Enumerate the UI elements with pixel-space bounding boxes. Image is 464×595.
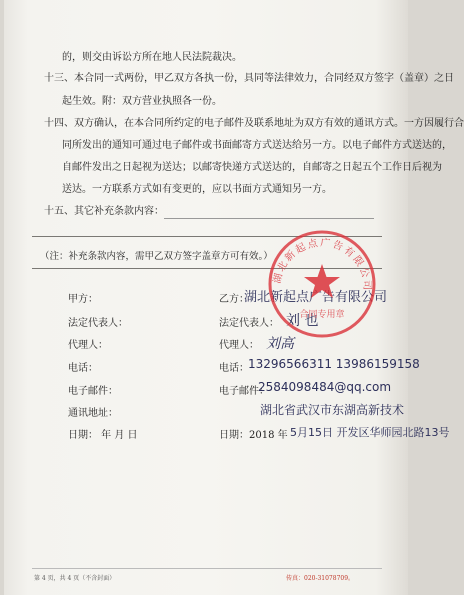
date-label-a: 日期： 年 月 日 [68, 430, 138, 441]
phone-handwritten: 13296566311 13986159158 [248, 357, 420, 371]
agent-label-b: 代理人： [219, 340, 259, 351]
phone-label-a: 电话： [68, 363, 98, 374]
clause-14-line-4: 送达。一方联系方式如有变更的，应以书面方式通知另一方。 [62, 184, 332, 195]
seal-ring-text: 湖北新起点广告有限公司 [271, 237, 373, 293]
company-seal [262, 224, 382, 348]
party-b-name-handwritten: 湖北新起点广告有限公司 [244, 290, 388, 305]
email-label-a: 电子邮件： [68, 386, 118, 397]
clause-15: 十五、其它补充条款内容： [44, 206, 164, 217]
address-handwritten: 湖北省武汉市东湖高新技术 [260, 403, 405, 417]
legal-rep-label-b: 法定代表人： [219, 318, 279, 329]
date-address-handwritten: 5月15日 开发区华师园北路13号 [290, 426, 450, 439]
clause-14-line-2: 同所发出的通知可通过电子邮件或书面邮寄方式送达给另一方。以电子邮件方式送达的， [62, 140, 452, 151]
phone-label-b: 电话： [219, 363, 249, 374]
clause-12-tail: 的，则交由诉讼方所在地人民法院裁决。 [62, 52, 242, 63]
legal-rep-signature: 刘 也 [286, 313, 319, 329]
seal-center-text: 合同专用章 [299, 310, 345, 320]
email-label-b: 电子邮件： [219, 386, 269, 397]
clause-13: 十三、本合同一式两份，甲乙双方各执一份，具同等法律效力，合同经双方签字（盖章）之日 [44, 73, 454, 84]
date-label-b: 日期：2018 年 [219, 430, 288, 441]
clause-14: 十四、双方确认，在本合同所约定的电子邮件及联系地址为双方有效的通讯方式。一方因履行合 [44, 118, 464, 129]
clause-15-fill-line [164, 218, 374, 219]
agent-label-a: 代理人： [68, 340, 108, 351]
contract-page [4, 0, 464, 595]
supplement-note: （注：补充条款内容，需甲乙双方签字盖章方可有效。） [40, 251, 273, 262]
email-handwritten: 2584098484@qq.com [258, 380, 392, 394]
legal-rep-label-a: 法定代表人： [68, 318, 128, 329]
address-label-a: 通讯地址： [68, 408, 118, 419]
fax-number: 传真：020-31078709。 [286, 575, 355, 582]
footer-divider [32, 568, 382, 569]
party-b-label: 乙方： [219, 294, 249, 305]
clause-14-line-3: 自邮件发出之日起视为送达；以邮寄快递方式送达的，自邮寄之日起五个工作日后视为 [62, 162, 442, 173]
party-a-label: 甲方： [68, 294, 98, 305]
agent-signature: 刘高 [266, 336, 294, 352]
page-number: 第 4 页，共 4 页（不含封面） [34, 575, 116, 582]
clause-13-cont: 起生效。附：双方营业执照各一份。 [62, 96, 222, 107]
